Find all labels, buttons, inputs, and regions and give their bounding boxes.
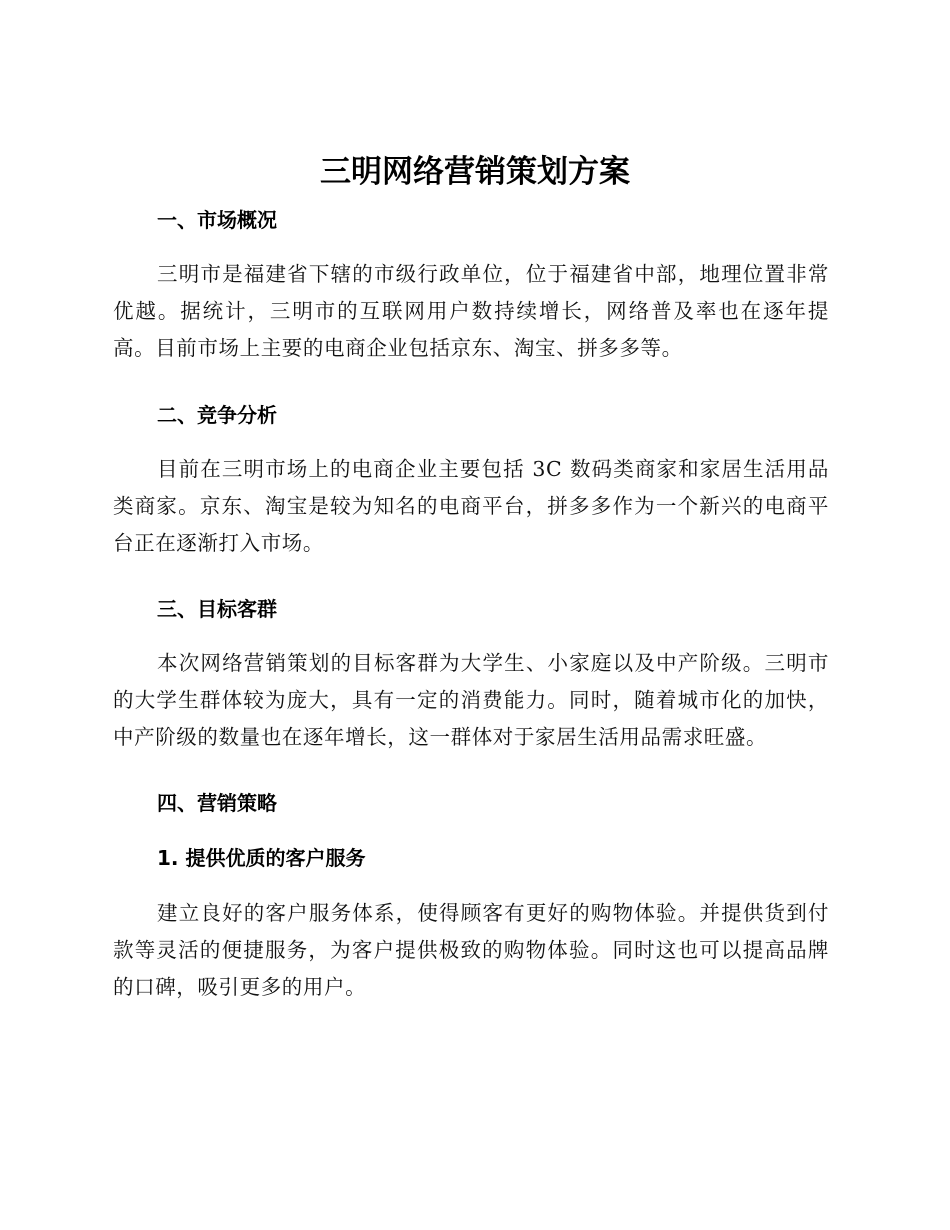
section-heading-marketing-strategy: 四、营销策略 <box>157 791 277 815</box>
section-text-target-customers: 本次网络营销策划的目标客群为大学生、小家庭以及中产阶级。三明市的大学生群体较为庞大，具有一定的消费能力。同时，随着城市化的加快，中产阶级的数量也在逐年增长，这一群体对于家居生活用品需求旺盛。 <box>113 651 829 749</box>
document-title: 三明网络营销策划方案 <box>320 154 630 190</box>
section-heading-competition-analysis: 二、竞争分析 <box>157 403 277 427</box>
section-text-market-overview: 三明市是福建省下辖的市级行政单位，位于福建省中部，地理位置非常优越。据统计，三明市的互联网用户数持续增长，网络普及率也在逐年提高。目前市场上主要的电商企业包括京东、淘宝、拼多多等。 <box>113 262 829 360</box>
section-heading-target-customers: 三、目标客群 <box>157 597 277 621</box>
subsection-heading-customer-service: 1. 提供优质的客户服务 <box>157 846 366 870</box>
section-text-competition-analysis: 目前在三明市场上的电商企业主要包括 3C 数码类商家和家居生活用品类商家。京东、淘宝是较为知名的电商平台，拼多多作为一个新兴的电商平台正在逐渐打入市场。 <box>113 457 829 555</box>
section-heading-market-overview: 一、市场概况 <box>157 208 277 232</box>
subsection-text-customer-service: 建立良好的客户服务体系，使得顾客有更好的购物体验。并提供货到付款等灵活的便捷服务，为客户提供极致的购物体验。同时这也可以提高品牌的口碑，吸引更多的用户。 <box>113 901 829 999</box>
